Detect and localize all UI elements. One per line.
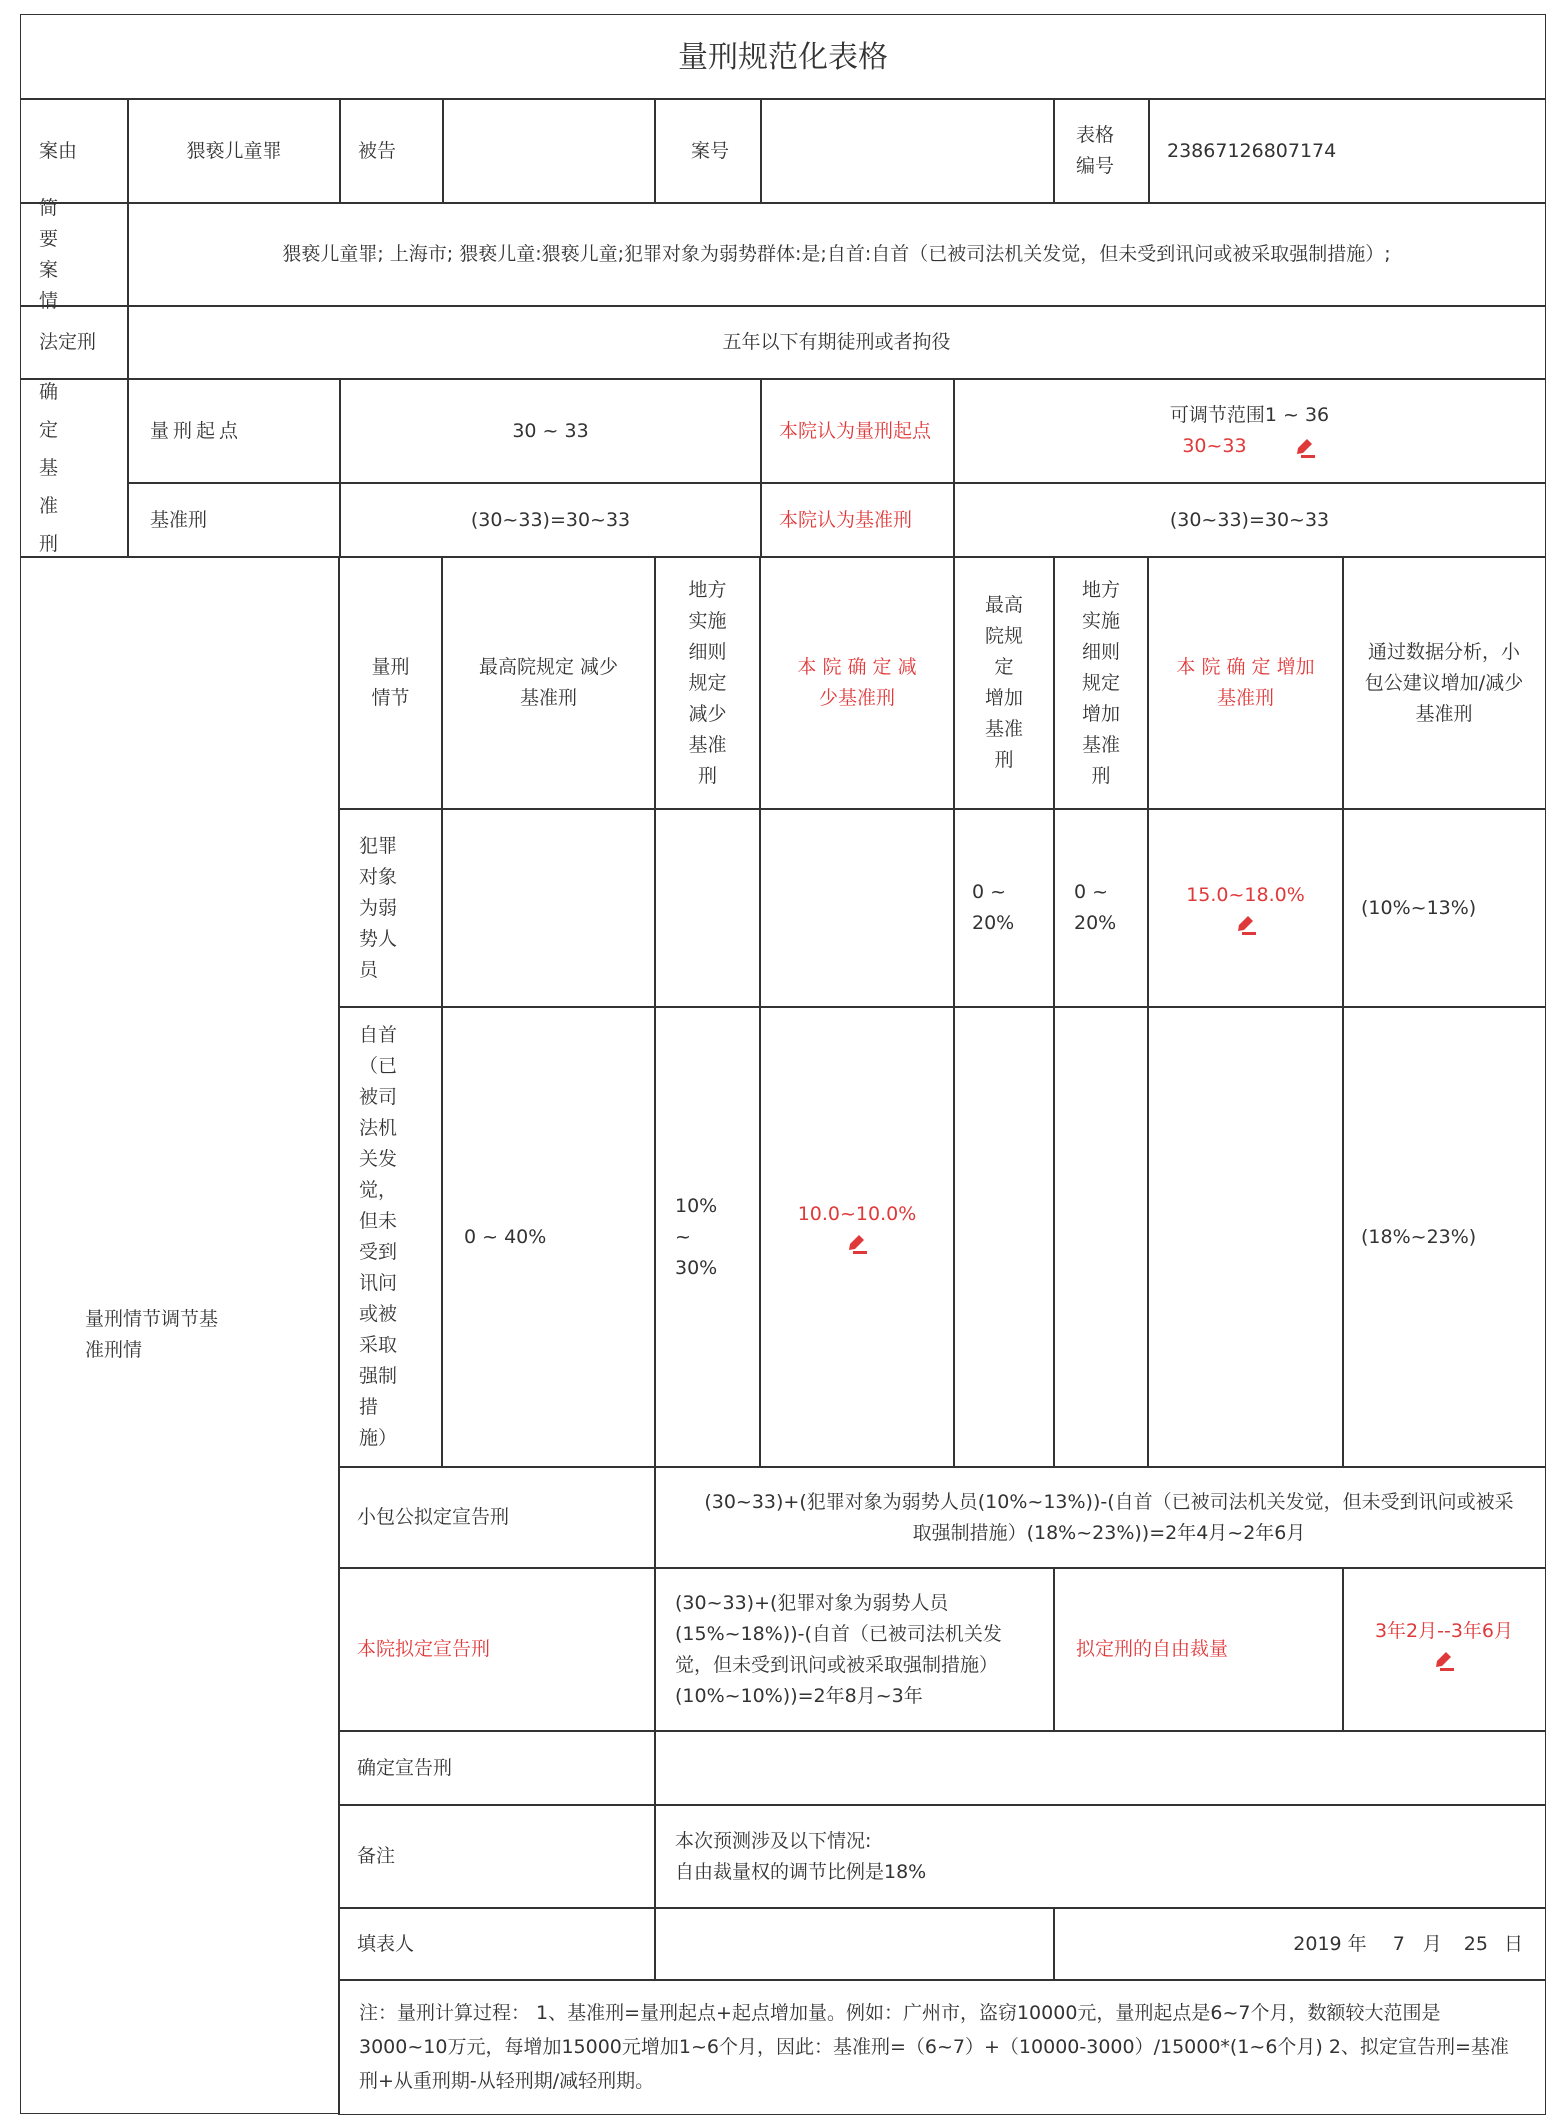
header-court-increase: 本 院 确 定 增加基准刑 [1147, 556, 1344, 810]
court-base-value: (30~33)=30~33 [953, 482, 1546, 558]
final-label: 确定宣告刑 [338, 1730, 656, 1806]
baseline-label: 确定基准刑 [20, 378, 129, 558]
row2-court-increase[interactable] [1147, 1006, 1344, 1468]
row1-suggest: (10%~13%) [1342, 808, 1546, 1008]
row2-local-reduce: 10% ~ 30% [654, 1006, 761, 1468]
statutory-text: 五年以下有期徒刑或者拘役 [127, 305, 1546, 380]
base-value: (30~33)=30~33 [339, 482, 762, 558]
court-start-label: 本院认为量刑起点 [760, 378, 955, 484]
base-label: 基准刑 [127, 482, 341, 558]
edit-icon[interactable] [1293, 436, 1317, 460]
row1-factor: 犯罪对象为弱势人员 [338, 808, 443, 1008]
case-cause-value: 猥亵儿童罪 [127, 98, 341, 204]
row1-spc-increase: 0 ~ 20% [953, 808, 1055, 1008]
header-local-reduce: 地方实施细则规定减少基准刑 [654, 556, 761, 810]
row1-local-reduce [654, 808, 761, 1008]
header-court-reduce: 本 院 确 定 减少基准刑 [759, 556, 955, 810]
discretion-label: 拟定刑的自由裁量 [1053, 1567, 1344, 1732]
final-text[interactable] [654, 1730, 1546, 1806]
edit-icon[interactable] [845, 1232, 869, 1256]
date-month: 7 [1392, 1932, 1405, 1955]
row1-court-increase: 15.0~18.0% [1186, 883, 1305, 906]
date-year: 2019 [1293, 1932, 1342, 1955]
remarks-line-2: 自由裁量权的调节比例是18% [675, 1860, 927, 1883]
remarks-label: 备注 [338, 1804, 656, 1909]
court-proposed-label: 本院拟定宣告刑 [338, 1567, 656, 1732]
form-no-label: 表格编号 [1053, 98, 1150, 204]
header-suggest: 通过数据分析，小包公建议增加/减少基准刑 [1342, 556, 1546, 810]
case-cause-label: 案由 [20, 98, 129, 204]
row1-local-increase: 0 ~ 20% [1053, 808, 1149, 1008]
row1-court-increase-cell [1147, 808, 1344, 1008]
page-title: 量刑规范化表格 [20, 14, 1546, 100]
court-start-cell [953, 378, 1546, 484]
edit-icon[interactable] [1234, 913, 1258, 937]
date-day: 25 [1463, 1932, 1488, 1955]
row2-local-increase [1053, 1006, 1149, 1468]
remarks-line-1: 本次预测涉及以下情况: [675, 1829, 872, 1852]
discretion-cell [1342, 1567, 1546, 1732]
case-no-label: 案号 [654, 98, 762, 204]
filler-name[interactable] [654, 1907, 1055, 1981]
calculation-note: 注：量刑计算过程： 1、基准刑=量刑起点+起点增加量。例如：广州市，盗窃10000元，量刑起点是6~7个月，数额较大范围是3000~10万元，每增加15000元增加1~6个月，因此：基准刑=（6~7）+（10000-3000）/15000*(1~6个月) 2、拟定宣告刑=基准刑+从重刑期-从轻刑期/减轻刑期。 [338, 1979, 1546, 2115]
court-start-value: 30~33 [1182, 435, 1247, 457]
filler-label: 填表人 [338, 1907, 656, 1981]
proposed-label: 小包公拟定宣告刑 [338, 1466, 656, 1569]
row2-court-reduce: 10.0~10.0% [797, 1202, 917, 1225]
summary-label: 简要案情 [20, 202, 129, 307]
defendant-label: 被告 [339, 98, 444, 204]
year-unit: 年 [1347, 1932, 1367, 1955]
row1-court-reduce[interactable] [759, 808, 955, 1008]
row2-court-reduce-cell [759, 1006, 955, 1468]
row2-spc-reduce: 0 ~ 40% [441, 1006, 656, 1468]
fill-date [1053, 1907, 1546, 1981]
day-unit: 日 [1503, 1932, 1523, 1955]
adjust-range-text: 可调节范围1 ~ 36 [1169, 404, 1330, 426]
row1-spc-reduce [441, 808, 656, 1008]
row2-factor: 自首（已被司法机关发觉，但未受到讯问或被采取强制措施） [338, 1006, 443, 1468]
adjust-section-label: 量刑情节调节基准刑情 [20, 556, 340, 2114]
start-value: 30 ~ 33 [339, 378, 762, 484]
row2-spc-increase [953, 1006, 1055, 1468]
remarks-cell [654, 1804, 1546, 1909]
case-no-value[interactable] [760, 98, 1055, 204]
summary-text: 猥亵儿童罪; 上海市; 猥亵儿童:猥亵儿童;犯罪对象为弱势群体:是;自首:自首（已被司法机关发觉，但未受到讯问或被采取强制措施）; [127, 202, 1546, 307]
row2-suggest: (18%~23%) [1342, 1006, 1546, 1468]
discretion-value: 3年2月--3年6月 [1374, 1620, 1514, 1642]
statutory-label: 法定刑 [20, 305, 129, 380]
form-no-value: 23867126807174 [1148, 98, 1546, 204]
header-spc-reduce: 最高院规定 减少基准刑 [441, 556, 656, 810]
proposed-text: (30~33)+(犯罪对象为弱势人员(10%~13%))-(自首（已被司法机关发觉，但未受到讯问或被采取强制措施）(18%~23%))=2年4月~2年6月 [654, 1466, 1546, 1569]
court-base-label: 本院认为基准刑 [760, 482, 955, 558]
start-label: 量刑起点 [127, 378, 341, 484]
header-factor: 量刑情节 [338, 556, 443, 810]
month-unit: 月 [1422, 1932, 1442, 1955]
edit-icon[interactable] [1432, 1649, 1456, 1673]
court-proposed-text: (30~33)+(犯罪对象为弱势人员(15%~18%))-(自首（已被司法机关发觉，但未受到讯问或被采取强制措施）(10%~10%))=2年8月~3年 [654, 1567, 1055, 1732]
header-local-increase: 地方实施细则规定增加基准刑 [1053, 556, 1149, 810]
defendant-value[interactable] [442, 98, 656, 204]
header-spc-increase: 最高院规定 增加基准刑 [953, 556, 1055, 810]
